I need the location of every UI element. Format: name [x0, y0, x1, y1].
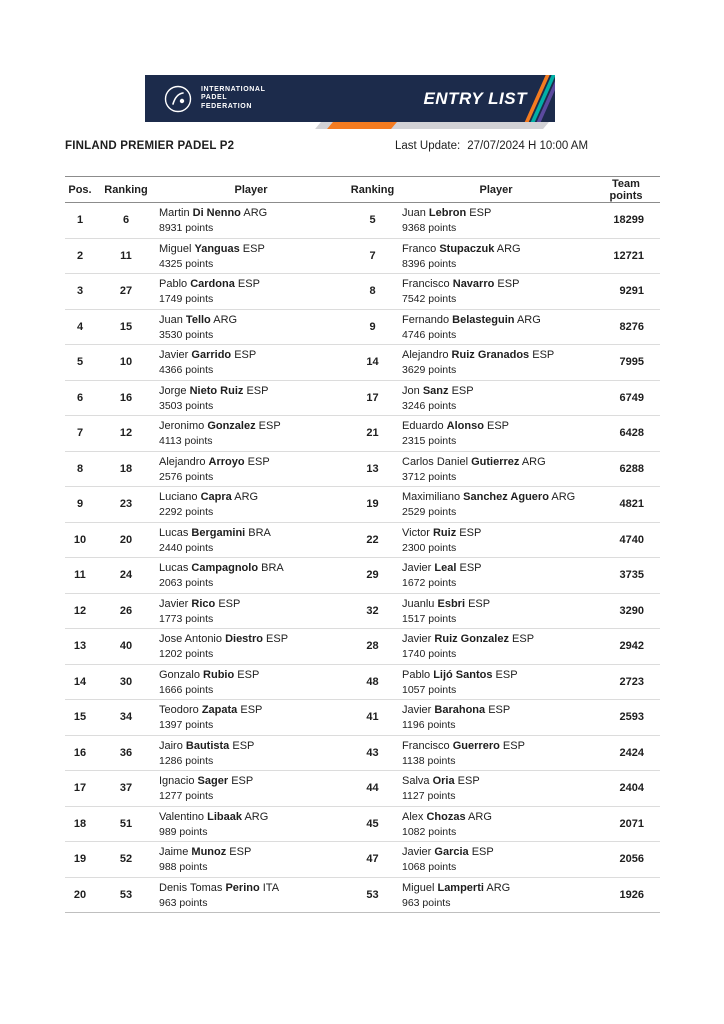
player-cell-1 [157, 452, 345, 487]
position-cell: 7 [76, 427, 84, 440]
player-2-name: Jon Sanz ESP [402, 384, 474, 397]
ipf-logo [163, 84, 265, 114]
team-points-cell: 12721 [613, 249, 644, 262]
ranking-cell-2: 53 [366, 888, 379, 901]
ranking-cell-1: 11 [120, 249, 132, 262]
ranking-cell-2: 41 [366, 711, 379, 724]
player-cell-1 [157, 878, 345, 913]
player-2-name: Javier Garcia ESP [402, 846, 494, 858]
table-row [65, 771, 660, 807]
ranking-cell-1: 6 [122, 214, 130, 227]
team-points-cell: 3735 [619, 569, 644, 582]
player-2-name: Alejandro Ruiz Granados ESP [402, 349, 555, 361]
logo-line-2: PADEL [201, 94, 228, 102]
team-points-cell: 2942 [619, 640, 644, 653]
position-cell: 14 [73, 675, 87, 688]
banner-sub-bar-accent [327, 122, 397, 129]
ranking-cell-2: 9 [369, 320, 376, 333]
player-1-points: 1202 points [159, 648, 214, 660]
table-row [65, 523, 660, 559]
position-cell: 2 [76, 249, 84, 262]
position-cell: 15 [73, 711, 87, 724]
player-1-points: 989 points [159, 825, 208, 838]
player-1-name: Lucas Bergamini BRA [159, 526, 271, 539]
ranking-cell-1: 16 [119, 391, 133, 404]
player-1-points: 2576 points [159, 470, 214, 483]
player-2-name: Javier Ruiz Gonzalez ESP [402, 633, 535, 645]
player-cell-1 [157, 665, 345, 700]
position-cell: 18 [73, 817, 87, 830]
position-cell: 16 [73, 746, 87, 759]
player-cell-2 [400, 842, 592, 877]
player-1-name: Jorge Nieto Ruiz ESP [159, 384, 269, 397]
player-1-name: Miguel Yanguas ESP [159, 242, 265, 255]
entry-list-title: ENTRY LIST [423, 88, 527, 108]
player-cell-2 [400, 239, 592, 274]
player-1-name: Javier Rico ESP [159, 597, 241, 610]
ranking-cell-2: 17 [366, 391, 379, 404]
ranking-cell-1: 27 [119, 285, 133, 298]
header-pos: Pos. [68, 183, 92, 196]
player-1-name: Juan Tello ARG [159, 313, 238, 326]
player-1-name: Martin Di Nenno ARG [159, 207, 268, 219]
position-cell: 17 [73, 782, 87, 795]
player-cell-1 [157, 594, 345, 629]
ranking-cell-2: 19 [366, 498, 379, 511]
ipf-logo-text [201, 86, 265, 112]
position-cell: 12 [73, 604, 87, 617]
player-cell-1 [157, 807, 345, 842]
player-1-name: Jose Antonio Diestro ESP [159, 633, 289, 645]
player-cell-1 [157, 239, 345, 274]
ranking-cell-1: 40 [119, 640, 133, 653]
player-2-points: 1057 points [402, 683, 457, 696]
ranking-cell-2: 8 [369, 285, 376, 298]
table-row [65, 274, 660, 310]
player-cell-1 [157, 736, 345, 771]
player-1-name: Denis Tomas Perino ITA [159, 881, 280, 894]
player-cell-2 [400, 594, 592, 629]
ranking-cell-2: 21 [366, 427, 379, 440]
table-row [65, 310, 660, 346]
ranking-cell-1: 15 [119, 320, 133, 333]
player-1-points: 3503 points [159, 399, 214, 412]
player-2-name: Javier Barahona ESP [402, 704, 511, 716]
header-banner [145, 75, 555, 122]
player-1-points: 988 points [159, 861, 208, 873]
ranking-cell-2: 29 [366, 569, 379, 582]
player-2-points: 1196 points [402, 719, 456, 731]
title-row [65, 140, 660, 156]
position-cell: 8 [76, 462, 84, 475]
ranking-cell-2: 14 [366, 356, 379, 369]
player-2-points: 1517 points [402, 612, 457, 625]
player-cell-1 [157, 274, 345, 309]
player-cell-1 [157, 487, 345, 522]
position-cell: 1 [76, 214, 84, 227]
player-1-points: 1286 points [159, 754, 214, 767]
player-2-points: 4746 points [402, 328, 457, 341]
position-cell: 3 [76, 285, 84, 298]
player-2-points: 1138 points [402, 754, 456, 767]
player-2-name: Pablo Lijó Santos ESP [402, 668, 518, 681]
player-2-name: Alex Chozas ARG [402, 810, 492, 823]
ranking-cell-2: 7 [369, 249, 376, 262]
position-cell: 4 [76, 320, 84, 333]
player-cell-2 [400, 878, 592, 913]
header-player-2: Player [479, 183, 513, 196]
ranking-cell-1: 30 [119, 675, 133, 688]
player-cell-2 [400, 558, 592, 593]
ipf-logo-icon [163, 84, 193, 114]
player-1-name: Jeronimo Gonzalez ESP [159, 420, 281, 432]
player-2-name: Juan Lebron ESP [402, 207, 492, 219]
player-1-name: Luciano Capra ARG [159, 491, 259, 503]
ranking-cell-1: 26 [119, 604, 133, 617]
ranking-cell-1: 52 [119, 853, 133, 866]
table-header [65, 176, 660, 203]
table-row [65, 203, 660, 239]
team-points-cell: 9291 [619, 285, 644, 298]
position-cell: 20 [73, 888, 87, 901]
ranking-cell-2: 22 [366, 533, 379, 546]
ranking-cell-1: 24 [119, 569, 133, 582]
player-2-name: Miguel Lamperti ARG [402, 881, 511, 894]
player-2-name: Fernando Belasteguin ARG [402, 313, 541, 326]
player-cell-2 [400, 274, 592, 309]
player-cell-2 [400, 452, 592, 487]
player-cell-2 [400, 665, 592, 700]
player-2-points: 2300 points [402, 541, 457, 554]
player-cell-2 [400, 629, 592, 664]
ranking-cell-1: 53 [119, 888, 133, 901]
ranking-cell-1: 10 [119, 356, 133, 369]
player-cell-1 [157, 842, 345, 877]
player-2-name: Franco Stupaczuk ARG [402, 242, 521, 255]
logo-line-3: FEDERATION [201, 102, 252, 110]
player-1-points: 1666 points [159, 683, 214, 696]
team-points-cell: 2723 [619, 675, 644, 688]
position-cell: 13 [73, 640, 87, 653]
player-2-points: 1740 points [402, 648, 457, 660]
player-2-name: Eduardo Alonso ESP [402, 420, 510, 432]
header-team-points: Team points [609, 177, 643, 202]
player-2-points: 1127 points [402, 790, 456, 802]
table-row [65, 878, 660, 914]
player-2-points: 1068 points [402, 861, 457, 873]
player-1-points: 2292 points [159, 506, 214, 518]
player-2-name: Francisco Guerrero ESP [402, 739, 525, 752]
ranking-cell-1: 51 [119, 817, 133, 830]
last-update-label: Last Update: [395, 140, 461, 152]
player-cell-2 [400, 487, 592, 522]
player-cell-2 [400, 523, 592, 558]
player-2-points: 7542 points [402, 293, 457, 305]
player-cell-2 [400, 345, 592, 380]
ranking-cell-1: 34 [119, 711, 133, 724]
team-points-cell: 2071 [619, 817, 644, 830]
table-row [65, 594, 660, 630]
player-2-points: 8396 points [402, 257, 457, 270]
team-points-cell: 6428 [619, 427, 644, 440]
player-1-name: Pablo Cardona ESP [159, 278, 260, 290]
ranking-cell-2: 48 [366, 675, 379, 688]
player-2-points: 1082 points [402, 825, 457, 838]
table-row [65, 239, 660, 275]
table-row [65, 842, 660, 878]
header-ranking-2: Ranking [350, 183, 395, 196]
player-1-points: 963 points [159, 896, 208, 909]
player-cell-1 [157, 416, 345, 451]
player-cell-2 [400, 416, 592, 451]
table-row [65, 629, 660, 665]
ranking-cell-2: 5 [369, 214, 376, 227]
ranking-cell-2: 28 [366, 640, 379, 653]
table-row [65, 665, 660, 701]
player-2-name: Salva Oria ESP [402, 775, 480, 787]
team-points-cell: 7995 [619, 356, 644, 369]
team-points-cell: 6749 [619, 391, 644, 404]
team-points-cell: 6288 [619, 462, 644, 475]
player-1-points: 2063 points [159, 577, 214, 589]
ranking-cell-1: 20 [119, 533, 133, 546]
team-points-cell: 2424 [619, 746, 644, 759]
player-1-points: 4366 points [159, 364, 214, 376]
player-cell-2 [400, 203, 592, 238]
player-cell-1 [157, 345, 345, 380]
player-1-name: Ignacio Sager ESP [159, 775, 254, 787]
player-1-points: 1277 points [159, 790, 214, 802]
player-cell-2 [400, 807, 592, 842]
player-2-points: 3712 points [402, 470, 457, 483]
team-points-cell: 3290 [619, 604, 644, 617]
last-update [395, 140, 588, 152]
player-cell-1 [157, 629, 345, 664]
player-1-name: Jairo Bautista ESP [159, 739, 255, 752]
player-2-name: Javier Leal ESP [402, 562, 482, 574]
player-2-name: Juanlu Esbri ESP [402, 597, 491, 610]
player-cell-1 [157, 523, 345, 558]
ranking-cell-1: 12 [119, 427, 133, 440]
table-row [65, 807, 660, 843]
player-1-name: Javier Garrido ESP [159, 349, 257, 361]
player-cell-1 [157, 310, 345, 345]
team-points-cell: 1926 [619, 888, 644, 901]
player-1-name: Valentino Libaak ARG [159, 810, 269, 823]
ranking-cell-1: 37 [119, 782, 133, 795]
position-cell: 6 [76, 391, 84, 404]
header-player-1: Player [234, 183, 268, 196]
ranking-cell-2: 13 [366, 462, 379, 475]
player-cell-1 [157, 203, 345, 238]
table-row [65, 736, 660, 772]
player-2-points: 963 points [402, 896, 451, 909]
player-1-name: Lucas Campagnolo BRA [159, 562, 284, 574]
position-cell: 9 [76, 498, 84, 511]
logo-line-1: INTERNATIONAL [201, 85, 266, 93]
team-points-cell: 2593 [619, 711, 644, 724]
player-1-points: 8931 points [159, 222, 214, 234]
table-row [65, 416, 660, 452]
team-points-cell: 2404 [619, 782, 644, 795]
player-1-points: 2440 points [159, 541, 214, 554]
player-1-points: 1773 points [159, 612, 214, 625]
last-update-value: 27/07/2024 H 10:00 AM [467, 140, 589, 152]
player-1-points: 3530 points [159, 328, 214, 341]
player-1-name: Gonzalo Rubio ESP [159, 668, 260, 681]
team-points-cell: 4821 [619, 498, 644, 511]
position-cell: 5 [76, 356, 84, 369]
player-cell-2 [400, 771, 592, 806]
player-cell-1 [157, 771, 345, 806]
player-2-points: 9368 points [402, 222, 457, 234]
player-1-points: 1749 points [159, 293, 214, 305]
player-cell-2 [400, 736, 592, 771]
entry-table [65, 176, 660, 913]
position-cell: 10 [73, 533, 87, 546]
table-row [65, 381, 660, 417]
ranking-cell-2: 32 [366, 604, 379, 617]
team-points-cell: 4740 [619, 533, 644, 546]
table-row [65, 345, 660, 381]
player-1-name: Jaime Munoz ESP [159, 846, 252, 858]
table-row [65, 558, 660, 594]
ranking-cell-2: 47 [366, 853, 379, 866]
table-body [65, 203, 660, 913]
player-1-points: 4325 points [159, 257, 214, 270]
table-row [65, 452, 660, 488]
ranking-cell-1: 23 [119, 498, 133, 511]
ranking-cell-2: 44 [366, 782, 379, 795]
ranking-cell-1: 36 [119, 746, 133, 759]
player-2-name: Maximiliano Sanchez Aguero ARG [402, 491, 576, 503]
player-1-points: 4113 points [159, 435, 213, 447]
player-2-points: 2529 points [402, 506, 457, 518]
player-2-points: 2315 points [402, 435, 457, 447]
ranking-cell-1: 18 [119, 462, 133, 475]
player-2-points: 3629 points [402, 364, 457, 376]
event-title: FINLAND PREMIER PADEL P2 [65, 140, 235, 152]
player-cell-1 [157, 700, 345, 735]
player-cell-2 [400, 700, 592, 735]
player-2-name: Francisco Navarro ESP [402, 278, 520, 290]
player-2-name: Victor Ruiz ESP [402, 526, 482, 539]
ranking-cell-2: 45 [366, 817, 379, 830]
player-cell-2 [400, 381, 592, 416]
player-1-points: 1397 points [159, 719, 214, 731]
table-row [65, 700, 660, 736]
player-cell-1 [157, 558, 345, 593]
position-cell: 19 [73, 853, 87, 866]
player-1-name: Teodoro Zapata ESP [159, 704, 263, 716]
player-2-points: 1672 points [402, 577, 457, 589]
player-2-points: 3246 points [402, 399, 457, 412]
player-1-name: Alejandro Arroyo ESP [159, 455, 270, 468]
position-cell: 11 [74, 569, 86, 582]
player-cell-2 [400, 310, 592, 345]
table-row [65, 487, 660, 523]
header-ranking-1: Ranking [104, 183, 148, 196]
player-2-name: Carlos Daniel Gutierrez ARG [402, 455, 546, 468]
team-points-cell: 18299 [613, 214, 644, 227]
player-cell-1 [157, 381, 345, 416]
team-points-cell: 8276 [619, 320, 644, 333]
ranking-cell-2: 43 [366, 746, 379, 759]
team-points-cell: 2056 [619, 853, 644, 866]
